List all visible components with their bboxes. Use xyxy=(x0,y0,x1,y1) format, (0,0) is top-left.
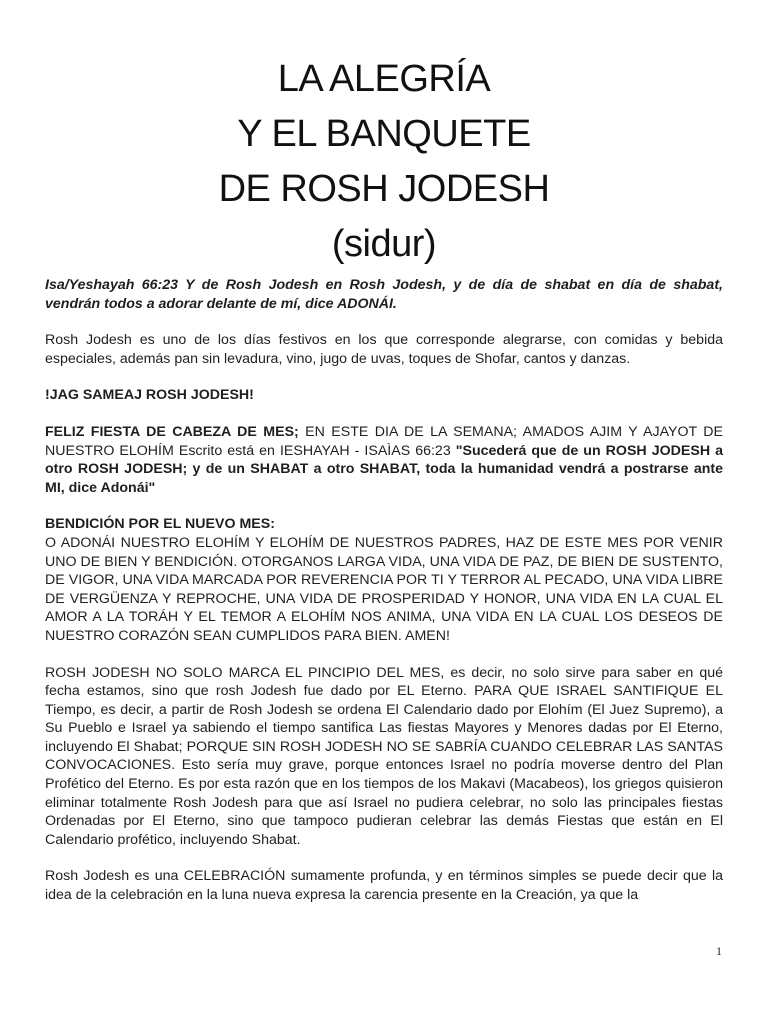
body-paragraph-2: Rosh Jodesh es una CELEBRACIÓN sumamente profunda, y en términos simples se puede decir que la idea de la celebración en la luna nueva expresa la carencia presente en la Creación, ya que la xyxy=(45,868,723,904)
blessing-text: O ADONÁI NUESTRO ELOHÍM Y ELOHÍM DE NUESTROS PADRES, HAZ DE ESTE MES POR VENIR UNO DE BIEN Y BENDICIÓN. OTORGANOS LARGA VIDA, UNA VIDA DE PAZ, DE BIEN DE SUSTENTO, DE VIGOR, UNA VIDA MARCADA POR REVERENCIA POR TI Y TERROR AL PECADO, UNA VIDA LIBRE DE VERGÜENZA Y REPROCHE, UNA VIDA DE PROSPERIDAD Y HONOR, UNA VIDA EN LA CUAL EL AMOR A LA TORÁH Y EL TEMOR A ELOHÍM NOS ANIMA, UNA VIDA EN LA CUAL LOS DESEOS DE NUESTRO CORAZÓN SEAN CUMPLIDOS PARA BIEN. AMEN! xyxy=(45,534,723,644)
document-title xyxy=(0,52,768,272)
body-paragraph-1: ROSH JODESH NO SOLO MARCA EL PINCIPIO DEL MES, es decir, no solo sirve para saber en qué fecha estamos, sino que rosh Jodesh fue dado por EL Eterno. PARA QUE ISRAEL SANTIFIQUE EL Tiempo, es decir, a partir de Rosh Jodesh se ordena El Calendario dado por Elohím (El Juez Supremo), a Su Pueblo e Israel ya sabiendo el tiempo santifica Las fiestas Mayores y Menores dadas por El Eterno, incluyendo El Shabat; PORQUE SIN ROSH JODESH NO SE SABRÍA CUANDO CELEBRAR LAS SANTAS CONVOCACIONES. Esto sería muy grave, porque entonces Israel no podría moverse dentro del Plan Profético del Eterno. Es por esta razón que en los tiempos de los Makavi (Macabeos), los griegos quisieron eliminar totalmente Rosh Jodesh para que así Israel no pudiera celebrar, no solo las principales fiestas Ordenadas por El Eterno, sino que tampoco pudieran celebrar las demás Fiestas que están en El Calendario profético, incluyendo Shabat. xyxy=(45,664,723,848)
page-number: 1 xyxy=(716,944,722,958)
document-body xyxy=(45,276,723,923)
verse-citation: Isa/Yeshayah 66:23 Y de Rosh Jodesh en Rosh Jodesh, y de día de shabat en día de shabat, vendrán todos a adorar delante de mí, dice ADONÁI. xyxy=(45,277,723,312)
blessing-heading: BENDICIÓN POR EL NUEVO MES: xyxy=(45,516,275,533)
feliz-middle: EN ESTE DIA DE LA SEMANA; AMADOS AJIM Y AJAYOT DE NUESTRO ELOHÍM Escrito está en IESHAYAH - ISAÌAS 66:23 xyxy=(45,423,723,459)
title-line-2: Y EL BANQUETE xyxy=(237,113,531,155)
feliz-quote: "Sucederá que de un ROSH JODESH a otro ROSH JODESH; y de un SHABAT a otro SHABAT, toda la humanidad vendrá a postrarse ante MI, dice Adonái" xyxy=(45,442,724,496)
intro-paragraph: Rosh Jodesh es uno de los días festivos en los que corresponde alegrarse, con comidas y bebida especiales, además pan sin levadura, vino, jugo de uvas, toques de Shofar, cantos y danzas. xyxy=(45,332,723,367)
feliz-lead: FELIZ FIESTA DE CABEZA DE MES; xyxy=(45,423,299,440)
title-line-3: DE ROSH JODESH xyxy=(218,168,550,210)
greeting-line: !JAG SAMEAJ ROSH JODESH! xyxy=(45,387,254,404)
title-line-4: (sidur) xyxy=(331,223,437,265)
title-line-1: LA ALEGRÍA xyxy=(277,58,491,100)
feliz-paragraph xyxy=(45,423,723,497)
blessing-section xyxy=(45,515,723,645)
